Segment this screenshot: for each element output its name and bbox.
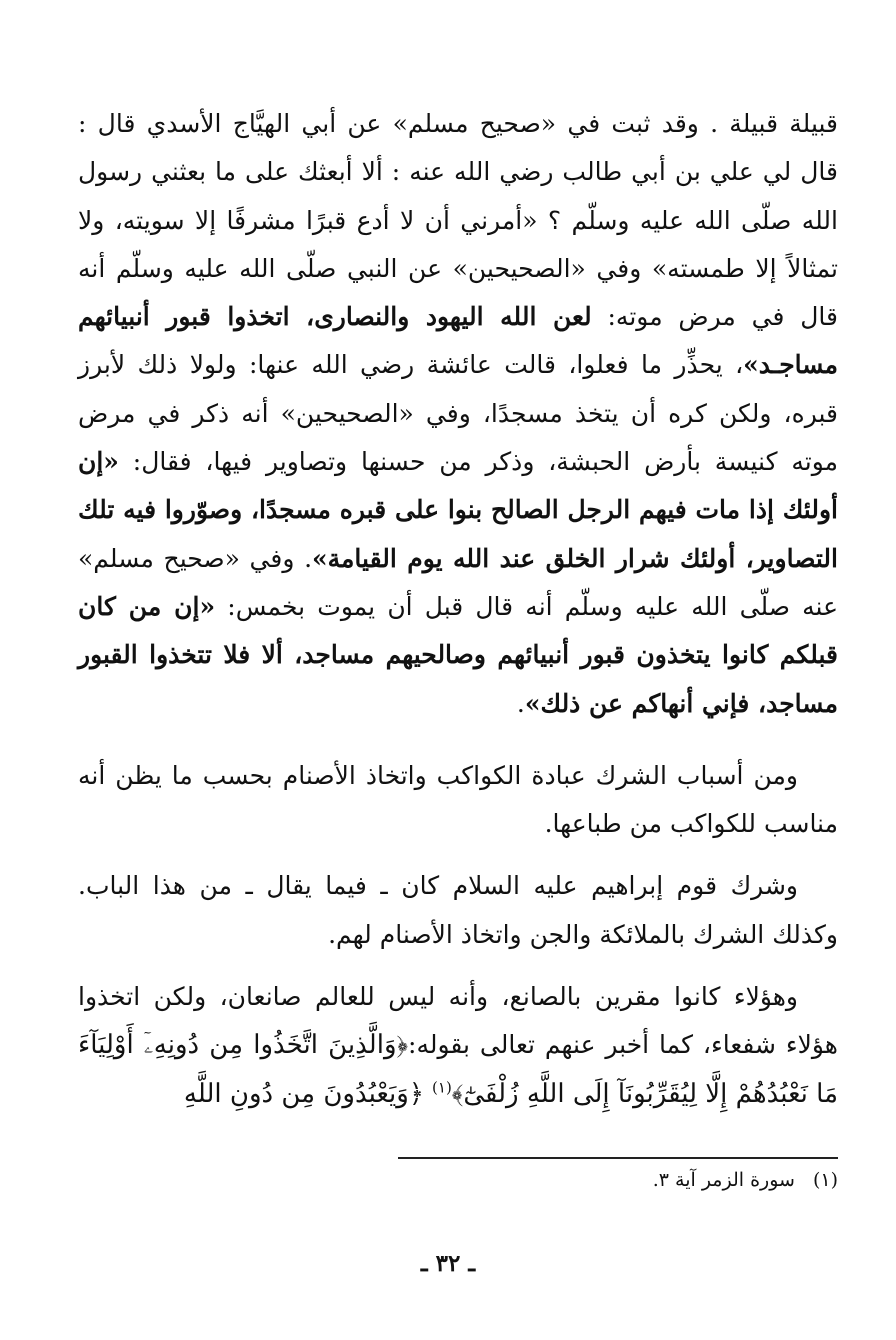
main-text [78,100,838,1118]
text-run: . [516,688,525,718]
footnote [78,1166,838,1194]
text-run: . وفي «صحيح مسلم» عنه صلّى الله عليه وسلّم أنه قال قبل أن يموت بخمس: [78,543,838,621]
text-run: وهؤلاء كانوا مقرين بالصانع، وأنه ليس للعالم صانعان، ولكن اتخذوا هؤلاء شفعاء، كما أخبر عنهم تعالى بقوله: [78,982,838,1060]
hadith-quote: «إن أولئك إذا مات فيهم الرجل الصالح بنوا على قبره مسجدًا، وصوّروا فيه تلك التصاوير، أولئك شرار الخلق عند الله يوم القيامة» [78,447,838,573]
hadith-quote: «إن من كان قبلكم كانوا يتخذون قبور أنبيائهم وصالحيهم مساجد، ألا فلا تتخذوا القبور مساجد، فإني أنهاكم عن ذلك» [78,591,838,718]
quran-verse: ﴿وَيَعْبُدُونَ مِن دُونِ اللَّهِ [183,1078,425,1109]
paragraph [78,100,838,728]
paragraph [78,973,838,1118]
quran-verse: ﴿وَالَّذِينَ اتَّخَذُوا مِن دُونِهِۦٓ أَوْلِيَآءَ مَا نَعْبُدُهُمْ إِلَّا لِيُقَرِّبُونَآ إِلَى اللَّهِ زُلْفَىٰٓ﴾ [78,1030,838,1109]
footnote-number: (١) [812,1169,838,1191]
paragraph: ومن أسباب الشرك عبادة الكواكب واتخاذ الأصنام بحسب ما يظن أنه مناسب للكواكب من طباعها. [78,760,838,839]
hadith-quote: لعن الله اليهود والنصارى، اتخذوا قبور أنبيائهم مساجـد» [78,302,838,380]
footnote-text: سورة الزمر آية ٣. [652,1169,795,1191]
page-number: ـ ٣٢ ـ [420,1250,476,1277]
book-page [78,0,838,1340]
text-run: قبيلة قبيلة . وقد ثبت في «صحيح مسلم» عن أبي الهيَّاج الأسدي قال : قال لي علي بن أبي طالب رضي الله عنه : ألا أبعثك على ما بعثني رسول الله صلّى الله عليه وسلّم ؟ «أمرني أن لا أدع قبرًا مشرفًا إلا سويته، ولا تمثالاً إلا طمسته» وفي «الصحيحين» عن النبي صلّى الله عليه وسلّم أنه قال في مرض موته: [78,109,838,332]
paragraph: وشرك قوم إبراهيم عليه السلام كان ـ فيما يقال ـ من هذا الباب. وكذلك الشرك بالملائكة والجن واتخاذ الأصنام لهم. [78,871,838,949]
footnote-divider [398,1157,838,1159]
text-run: ، يحذِّر ما فعلوا، قالت عائشة رضي الله عنها: ولولا ذلك لأبرز قبره، ولكن كره أن يتخذ مسجدًا، وفي «الصحيحين» أنه ذكر في مرض موته كنيسة بأرض الحبشة، وذكر من حسنها وتصاوير فيها، فقال: [78,350,838,477]
footnote-reference: (١) [432,1078,452,1097]
